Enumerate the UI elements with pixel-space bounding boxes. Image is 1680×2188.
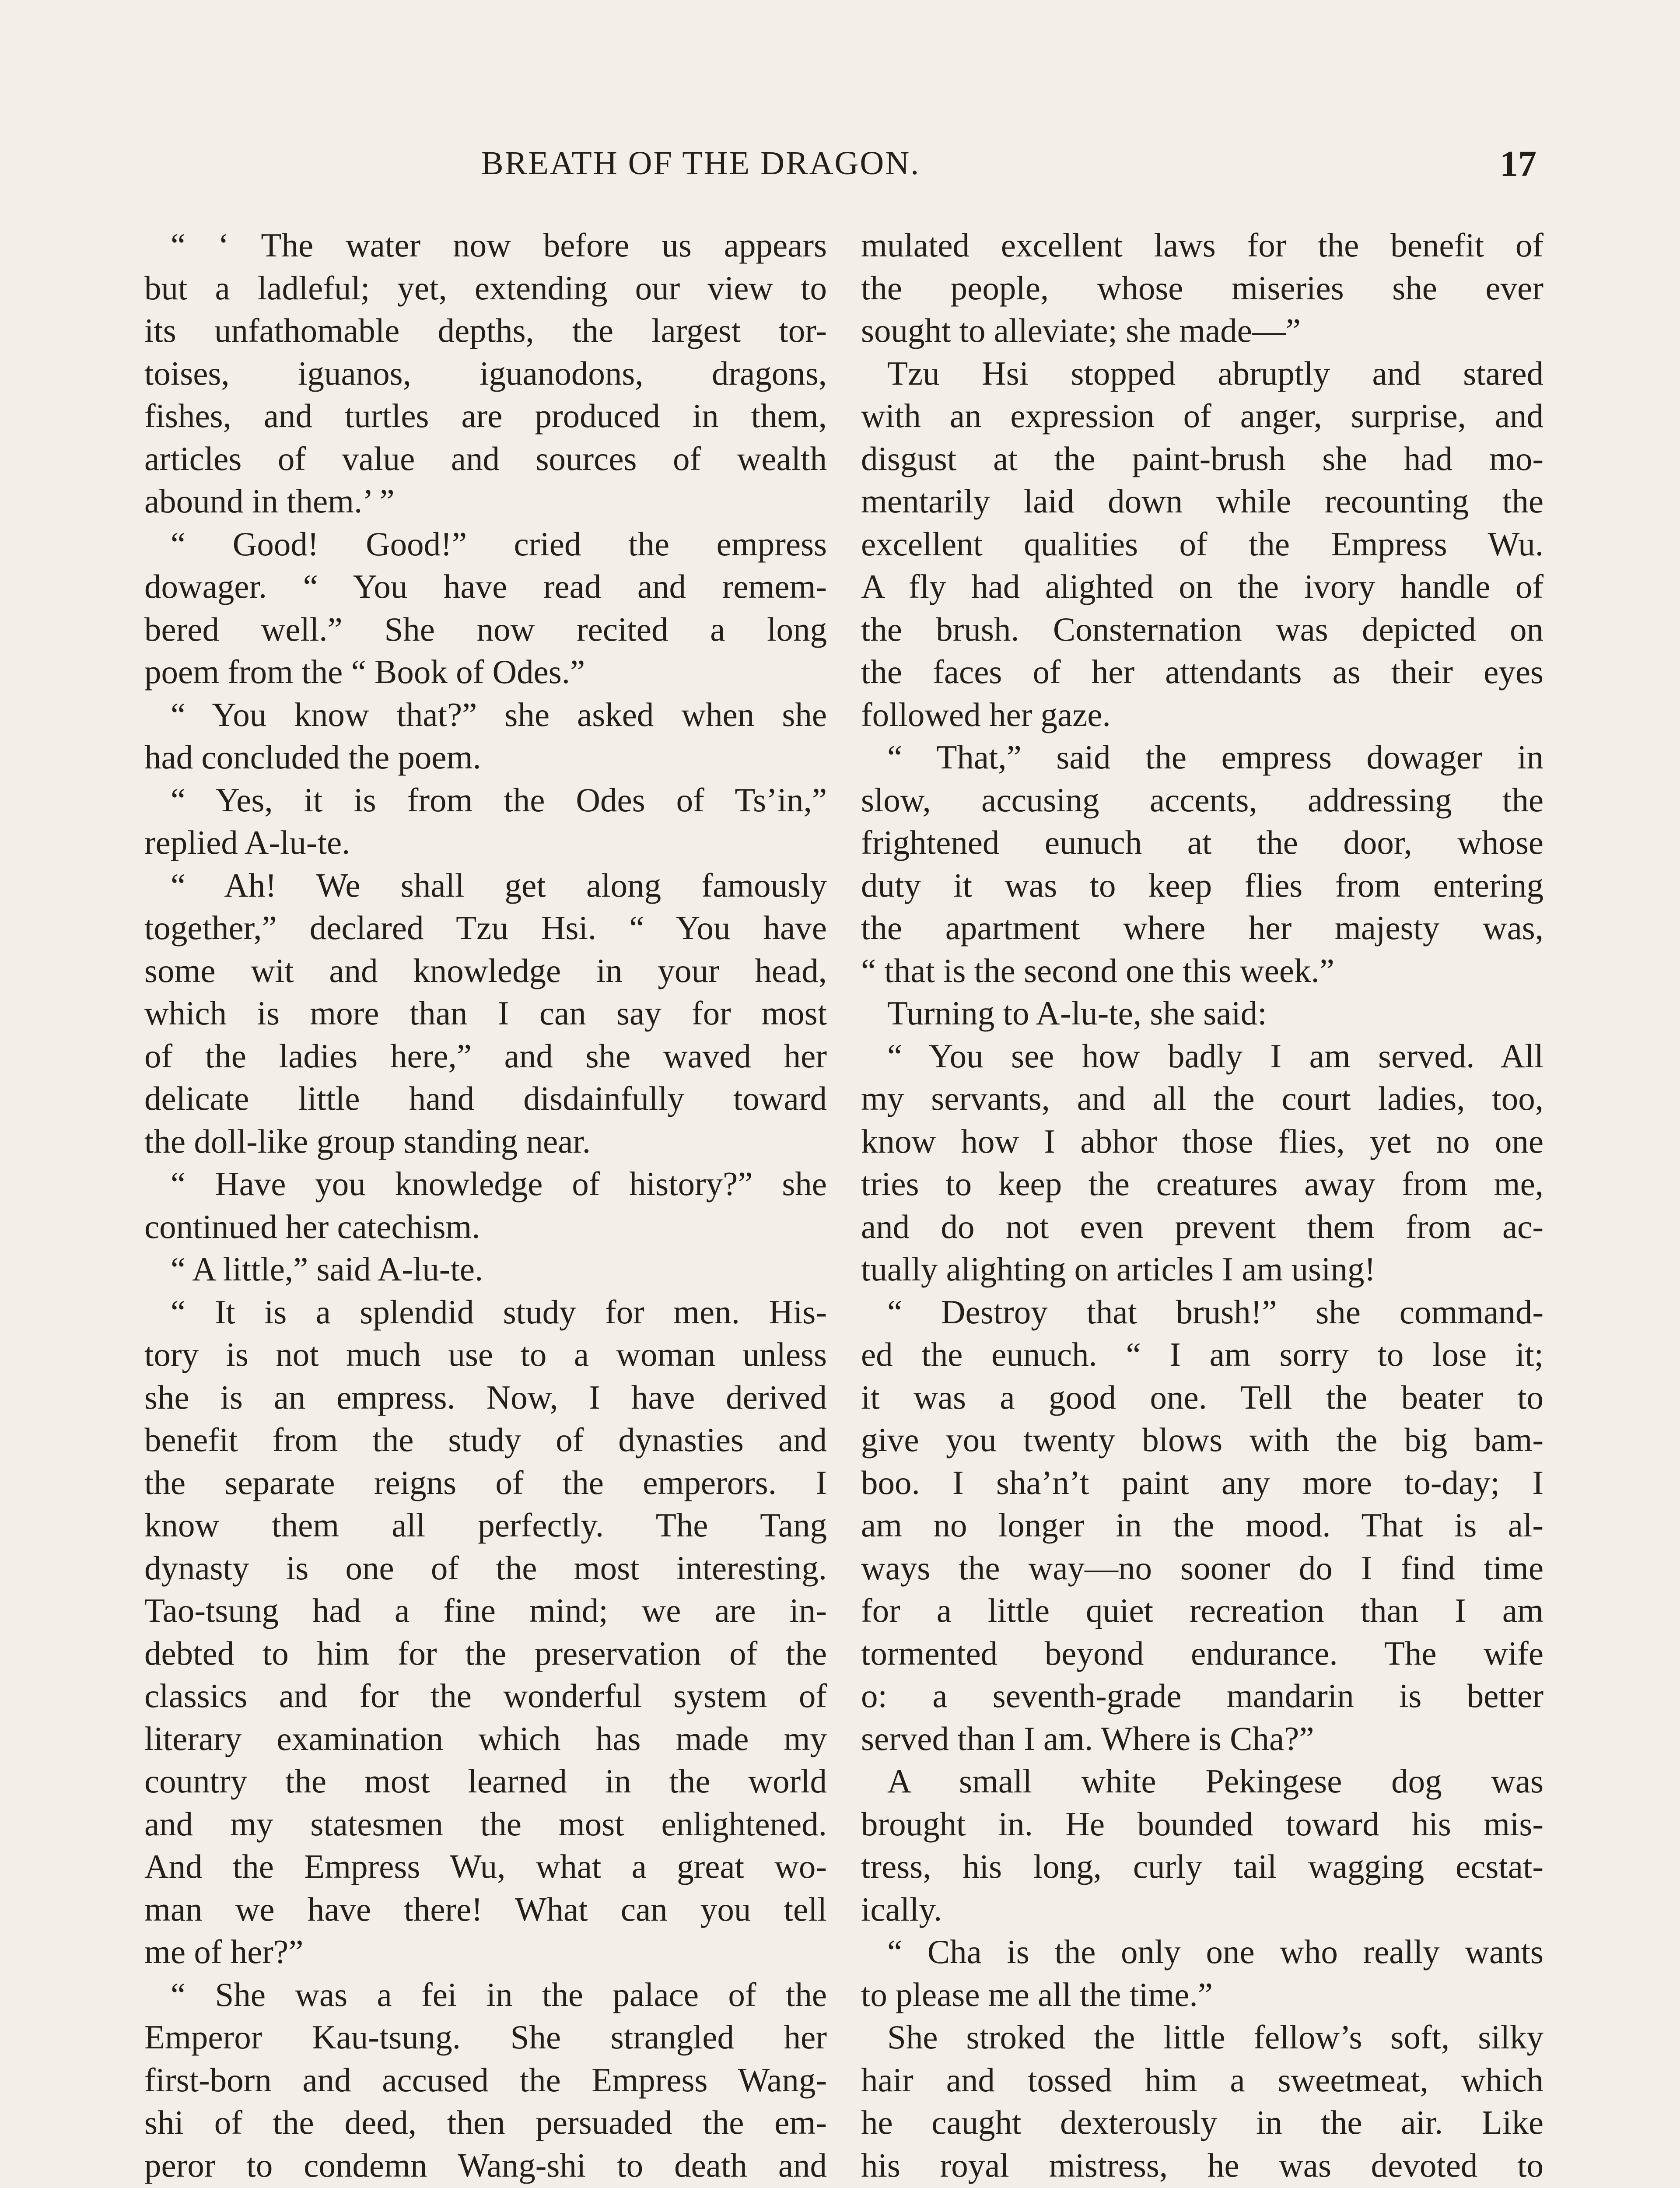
text-line: “ ‘ The water now before us appears: [171, 226, 827, 264]
text-line: duty it was to keep flies from entering: [861, 866, 1544, 904]
text-line: continued her catechism.: [144, 1207, 480, 1245]
text-line: A small white Pekingese dog was: [887, 1762, 1544, 1800]
running-title: BREATH OF THE DRAGON.: [481, 145, 920, 182]
text-line: Emperor Kau-tsung. She strangled her: [144, 2018, 827, 2056]
text-line: man we have there! What can you tell: [144, 1890, 827, 1928]
text-line: which is more than I can say for most: [144, 994, 827, 1032]
text-line: it was a good one. Tell the beater to: [861, 1378, 1544, 1416]
text-line: country the most learned in the world: [144, 1762, 827, 1800]
text-line: the brush. Consternation was depicted on: [861, 610, 1544, 648]
text-line: “ That,” said the empress dowager in: [887, 738, 1544, 776]
text-line: disgust at the paint-brush she had mo-: [861, 439, 1544, 477]
text-line: me of her?”: [144, 1933, 304, 1971]
text-line: of the ladies here,” and she waved her: [144, 1037, 827, 1075]
text-line: mulated excellent laws for the benefit of: [861, 226, 1544, 264]
text-line: She stroked the little fellow’s soft, silky: [887, 2018, 1544, 2056]
text-line: frightened eunuch at the door, whose: [861, 824, 1544, 861]
text-line: know them all perfectly. The Tang: [144, 1506, 827, 1544]
text-line: “ Destroy that brush!” she command-: [887, 1293, 1544, 1331]
text-line: “ Yes, it is from the Odes of Ts’in,”: [171, 781, 827, 819]
text-line: fishes, and turtles are produced in them,: [144, 397, 827, 435]
text-line: tually alighting on articles I am using!: [861, 1250, 1376, 1288]
text-line: Turning to A-lu-te, she said:: [887, 994, 1267, 1032]
text-line: literary examination which has made my: [144, 1719, 827, 1757]
text-line: “ Have you knowledge of history?” she: [171, 1165, 827, 1203]
text-line: the faces of her attendants as their eyes: [861, 653, 1544, 691]
text-line: first-born and accused the Empress Wang-: [144, 2061, 827, 2099]
text-line: she is an empress. Now, I have derived: [144, 1378, 827, 1416]
text-line: ways the way—no sooner do I find time: [861, 1549, 1544, 1587]
text-line: excellent qualities of the Empress Wu.: [861, 525, 1544, 563]
text-line: And the Empress Wu, what a great wo-: [144, 1848, 827, 1885]
text-line: tormented beyond endurance. The wife: [861, 1634, 1544, 1672]
text-line: am no longer in the mood. That is al-: [861, 1506, 1544, 1544]
text-line: “ You know that?” she asked when she: [171, 695, 827, 733]
text-line: replied A-lu-te.: [144, 824, 350, 861]
text-line: Tzu Hsi stopped abruptly and stared: [887, 354, 1544, 392]
text-line: he caught dexterously in the air. Like: [861, 2104, 1544, 2141]
text-line: his royal mistress, he was devoted to: [861, 2146, 1544, 2184]
text-line: hair and tossed him a sweetmeat, which: [861, 2061, 1544, 2099]
text-line: boo. I sha’n’t paint any more to-day; I: [861, 1463, 1544, 1501]
text-line: “ that is the second one this week.”: [861, 951, 1334, 989]
text-line: tries to keep the creatures away from me,: [861, 1165, 1544, 1203]
text-line: the people, whose miseries she ever: [861, 269, 1544, 307]
text-line: know how I abhor those flies, yet no one: [861, 1122, 1544, 1160]
text-line: “ Cha is the only one who really wants: [887, 1933, 1544, 1971]
text-line: “ You see how badly I am served. All: [887, 1037, 1544, 1075]
text-line: for a little quiet recreation than I am: [861, 1592, 1544, 1629]
text-line: shi of the deed, then persuaded the em-: [144, 2104, 827, 2141]
text-line: my servants, and all the court ladies, too,: [861, 1080, 1544, 1117]
text-line: o: a seventh-grade mandarin is better: [861, 1677, 1544, 1715]
text-line: articles of value and sources of wealth: [144, 439, 827, 477]
page-number: 17: [1500, 144, 1536, 184]
text-line: A fly had alighted on the ivory handle of: [861, 568, 1544, 605]
text-line: tress, his long, curly tail wagging ecstat-: [861, 1848, 1544, 1885]
text-line: “ Good! Good!” cried the empress: [171, 525, 827, 563]
text-line: sought to alleviate; she made—”: [861, 312, 1301, 349]
text-line: peror to condemn Wang-shi to death and: [144, 2146, 827, 2184]
text-line: followed her gaze.: [861, 695, 1111, 733]
text-line: with an expression of anger, surprise, and: [861, 397, 1544, 435]
text-line: to please me all the time.”: [861, 1975, 1213, 2013]
text-line: the apartment where her majesty was,: [861, 909, 1544, 947]
text-line: together,” declared Tzu Hsi. “ You have: [144, 909, 827, 947]
text-line: but a ladleful; yet, extending our view to: [144, 269, 827, 307]
text-line: dynasty is one of the most interesting.: [144, 1549, 827, 1587]
text-line: “ It is a splendid study for men. His-: [171, 1293, 827, 1331]
left-text-column: [144, 224, 827, 2188]
text-line: ed the eunuch. “ I am sorry to lose it;: [861, 1336, 1544, 1373]
text-line: the doll-like group standing near.: [144, 1122, 591, 1160]
text-line: benefit from the study of dynasties and: [144, 1421, 827, 1459]
text-line: had concluded the poem.: [144, 738, 481, 776]
text-line: the separate reigns of the emperors. I: [144, 1463, 827, 1501]
text-line: “ A little,” said A-lu-te.: [171, 1250, 483, 1288]
text-line: and do not even prevent them from ac-: [861, 1207, 1544, 1245]
text-line: served than I am. Where is Cha?”: [861, 1719, 1314, 1757]
text-line: some wit and knowledge in your head,: [144, 951, 827, 989]
text-line: “ She was a fei in the palace of the: [171, 1975, 827, 2013]
text-line: delicate little hand disdainfully toward: [144, 1080, 827, 1117]
text-line: ically.: [861, 1890, 942, 1928]
right-text-column: [861, 224, 1544, 2188]
text-line: give you twenty blows with the big bam-: [861, 1421, 1544, 1459]
text-line: toises, iguanos, iguanodons, dragons,: [144, 354, 827, 392]
text-line: abound in them.’ ”: [144, 482, 395, 520]
text-line: Tao-tsung had a fine mind; we are in-: [144, 1592, 827, 1629]
text-line: its unfathomable depths, the largest tor-: [144, 312, 827, 349]
text-line: slow, accusing accents, addressing the: [861, 781, 1544, 819]
text-line: dowager. “ You have read and remem-: [144, 568, 827, 605]
text-line: mentarily laid down while recounting the: [861, 482, 1544, 520]
text-line: debted to him for the preservation of the: [144, 1634, 827, 1672]
text-line: poem from the “ Book of Odes.”: [144, 653, 585, 691]
text-line: and my statesmen the most enlightened.: [144, 1805, 827, 1843]
text-line: bered well.” She now recited a long: [144, 610, 827, 648]
text-line: “ Ah! We shall get along famously: [171, 866, 827, 904]
text-line: classics and for the wonderful system of: [144, 1677, 827, 1715]
text-line: tory is not much use to a woman unless: [144, 1336, 827, 1373]
text-line: brought in. He bounded toward his mis-: [861, 1805, 1544, 1843]
